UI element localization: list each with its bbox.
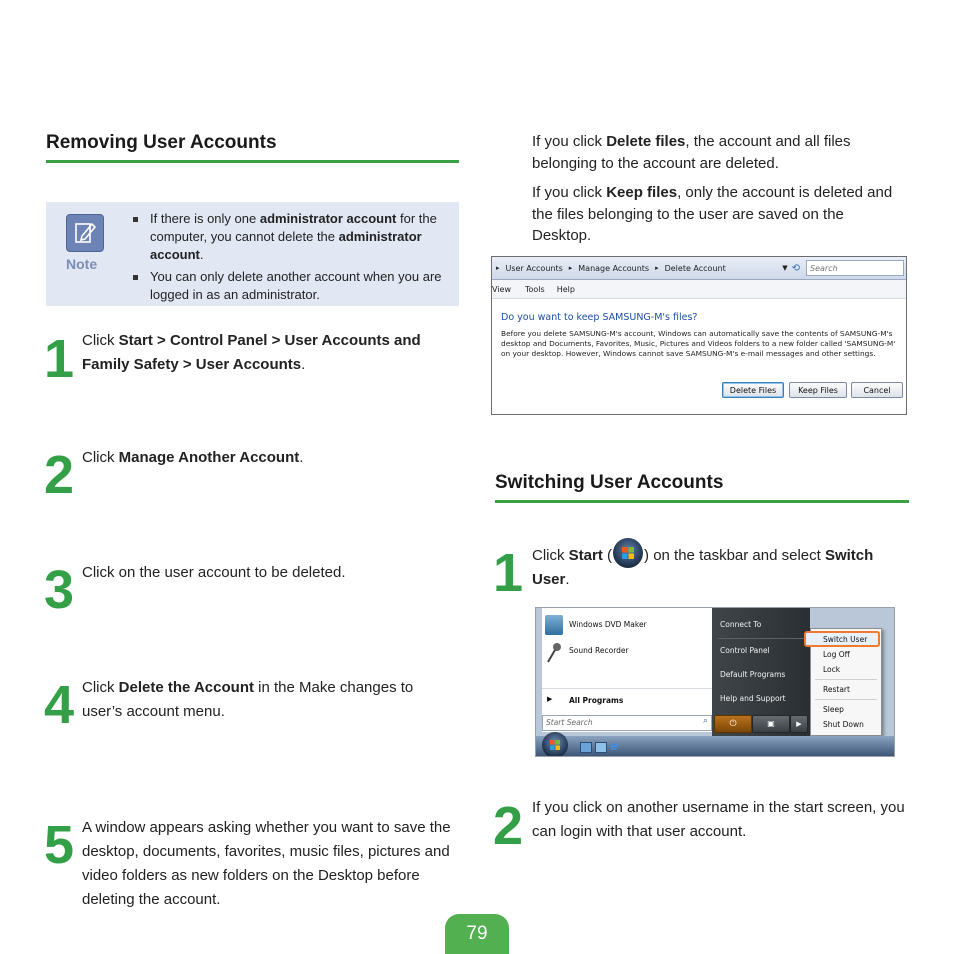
start-menu-right-item[interactable]: Control Panel bbox=[720, 646, 770, 655]
lock-button-icon[interactable]: ▣ bbox=[752, 715, 790, 733]
start-menu-right-item[interactable]: Default Programs bbox=[720, 670, 786, 679]
dvd-maker-icon bbox=[545, 615, 563, 635]
step-text: Click Start > Control Panel > User Accounts and Family Safety > User Accounts. bbox=[82, 332, 421, 373]
start-menu-screenshot bbox=[535, 607, 895, 757]
power-options-popup bbox=[810, 628, 882, 736]
step-number: 3 bbox=[44, 560, 73, 620]
microphone-icon bbox=[546, 642, 560, 660]
taskbar bbox=[536, 736, 894, 756]
note-item: You can only delete another account when you are logged in as an administrator. bbox=[132, 268, 454, 304]
dialog-heading: Do you want to keep SAMSUNG-M's files? bbox=[501, 312, 698, 323]
note-label: Note bbox=[66, 256, 98, 272]
start-orb-icon[interactable] bbox=[542, 732, 568, 757]
section-rule bbox=[46, 160, 459, 163]
keep-files-paragraph: If you click Keep files, only the account is deleted and the files belonging to the user are saved on the Desktop. bbox=[532, 184, 893, 244]
section-rule bbox=[495, 500, 909, 503]
cancel-button[interactable]: Cancel bbox=[851, 382, 903, 398]
menu-bar bbox=[492, 280, 906, 299]
note-pencil-icon bbox=[66, 214, 104, 252]
search-input[interactable]: Search bbox=[806, 260, 904, 276]
log-off-menu-item[interactable]: Log Off bbox=[823, 650, 850, 659]
step-text: A window appears asking whether you want to save the desktop, documents, favorites, music files, pictures and video folders as new folders on the Desktop before deleting the account. bbox=[82, 819, 451, 908]
start-menu-right-item[interactable]: Help and Support bbox=[720, 694, 786, 703]
delete-files-paragraph: If you click Delete files, the account and all files belonging to the account are deleted. bbox=[532, 133, 851, 172]
section-title-switching: Switching User Accounts bbox=[495, 472, 724, 493]
divider bbox=[718, 638, 804, 639]
power-button-icon[interactable]: ⏻ bbox=[714, 715, 752, 733]
note-list bbox=[132, 210, 454, 308]
note-box bbox=[46, 202, 459, 306]
menu-item-tools[interactable]: Tools bbox=[524, 284, 545, 294]
lock-menu-item[interactable]: Lock bbox=[823, 665, 841, 674]
delete-files-button[interactable]: Delete Files bbox=[722, 382, 784, 398]
refresh-icon[interactable]: ⟲ bbox=[791, 262, 800, 274]
divider bbox=[815, 679, 877, 680]
breadcrumb-item[interactable]: User Accounts bbox=[505, 263, 563, 273]
step-number: 2 bbox=[493, 796, 522, 856]
step-number: 5 bbox=[44, 815, 73, 875]
arrow-right-icon: ▶ bbox=[547, 695, 553, 703]
step-number: 1 bbox=[493, 543, 522, 603]
step-number: 2 bbox=[44, 445, 73, 505]
page-number: 79 bbox=[445, 914, 509, 954]
chevron-right-icon: ▸ bbox=[568, 264, 573, 272]
menu-item-help[interactable]: Help bbox=[556, 284, 575, 294]
step-number: 1 bbox=[44, 329, 73, 389]
step-text: Click Start ( ) on the taskbar and select Switch User. bbox=[532, 544, 906, 592]
search-icon: ⌕ bbox=[702, 716, 708, 726]
dropdown-icon[interactable]: ▼ bbox=[782, 264, 788, 272]
nav-arrow-icon: ▸ bbox=[496, 264, 500, 272]
breadcrumb-item[interactable]: Manage Accounts bbox=[578, 263, 650, 273]
start-search-input[interactable]: Start Search ⌕ bbox=[542, 715, 712, 731]
sleep-menu-item[interactable]: Sleep bbox=[823, 705, 844, 714]
all-programs-link[interactable]: All Programs bbox=[569, 696, 624, 705]
restart-menu-item[interactable]: Restart bbox=[823, 685, 850, 694]
breadcrumb-item[interactable]: Delete Account bbox=[664, 263, 726, 273]
start-menu-left-pane bbox=[542, 608, 712, 732]
windows-start-icon bbox=[613, 538, 643, 568]
section-title-removing: Removing User Accounts bbox=[46, 132, 277, 153]
step-text: Click Delete the Account in the Make changes to user’s account menu. bbox=[82, 679, 414, 720]
internet-explorer-icon[interactable]: e bbox=[610, 739, 619, 753]
menu-item-view[interactable]: View bbox=[492, 284, 511, 294]
start-menu-right-pane bbox=[712, 608, 810, 736]
dialog-body: Before you delete SAMSUNG-M's account, Windows can automatically save the contents of SAMSUNG-M's desktop and Documents, Favorites, Music, Pictures and Videos folders to a new folder called 'SAMSUNG-M' on your desktop. However, Windows cannot save SAMSUNG-M's e-mail messages and other settings. bbox=[501, 329, 896, 358]
note-item: If there is only one administrator account for the computer, you cannot delete the administrator account. bbox=[132, 210, 454, 264]
start-menu-item[interactable]: Windows DVD Maker bbox=[569, 620, 647, 629]
start-menu-right-item[interactable]: Connect To bbox=[720, 620, 762, 629]
keep-files-button[interactable]: Keep Files bbox=[789, 382, 847, 398]
divider bbox=[815, 699, 877, 700]
switch-windows-icon[interactable] bbox=[595, 742, 607, 753]
chevron-right-icon: ▸ bbox=[655, 264, 659, 272]
show-desktop-icon[interactable] bbox=[580, 742, 592, 753]
step-text: If you click on another username in the start screen, you can login with that user account. bbox=[532, 799, 905, 840]
switch-user-menu-item[interactable]: Switch User bbox=[823, 635, 868, 644]
power-options-arrow-icon[interactable]: ▶ bbox=[790, 715, 808, 733]
step-number: 4 bbox=[44, 675, 73, 735]
shut-down-menu-item[interactable]: Shut Down bbox=[823, 720, 864, 729]
delete-account-dialog bbox=[491, 256, 907, 415]
step-text: Click on the user account to be deleted. bbox=[82, 564, 346, 581]
step-text: Click Manage Another Account. bbox=[82, 449, 304, 466]
divider bbox=[542, 688, 712, 689]
start-menu-item[interactable]: Sound Recorder bbox=[569, 646, 629, 655]
address-bar bbox=[492, 257, 906, 280]
